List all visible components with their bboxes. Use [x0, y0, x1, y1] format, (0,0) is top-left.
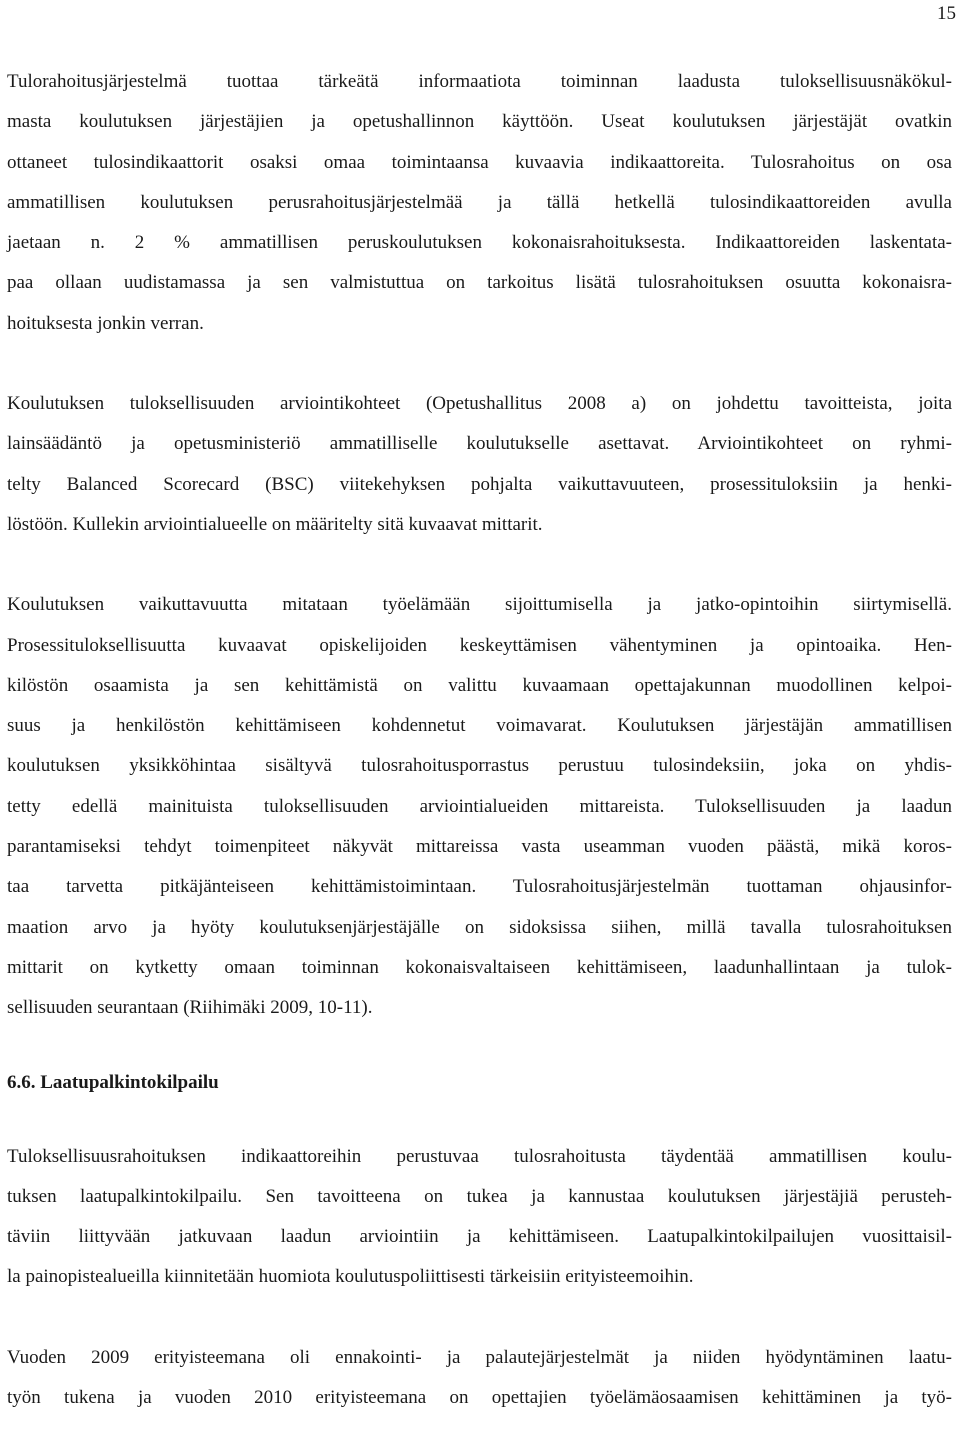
text-line: parantamiseksi tehdyt toimenpiteet näkyvät mittareissa vasta useamman vuoden päästä, mikä koros-: [7, 836, 952, 858]
paragraph-spacer: [7, 1029, 952, 1063]
paragraph-spacer: [7, 545, 952, 585]
paragraph-tulorahoitus: [7, 62, 952, 344]
text-line: työn tukena ja vuoden 2010 erityisteemana on opettajien työelämäosaamisen kehittäminen ja työ-: [7, 1387, 952, 1409]
text-line: mittarit on kytketty omaan toiminnan kokonaisvaltaiseen kehittämiseen, laadunhallintaan ja tulok-: [7, 956, 952, 978]
text-line: ottaneet tulosindikaattorit osaksi omaa toimintaansa kuvaavia indikaattoreita. Tulosrahoitus on osa: [7, 151, 952, 173]
text-line: täviin liittyvään jatkuvaan laadun arviointiin ja kehittämiseen. Laatupalkintokilpailujen vuosittaisil-: [7, 1226, 952, 1248]
document-body: [7, 62, 952, 1418]
text-line: jaetaan n. 2 % ammatillisen peruskoulutuksen kokonaisrahoituksesta. Indikaattoreiden laskentata-: [7, 232, 952, 254]
text-line: ammatillisen koulutuksen perusrahoitusjärjestelmää ja tällä hetkellä tulosindikaattoreiden avulla: [7, 191, 952, 213]
paragraph-arviointikohteet: [7, 384, 952, 545]
text-line: koulutuksen yksikköhintaa sisältyvä tulosrahoitusporrastus perustuu tulosindeksiin, joka on yhdis-: [7, 755, 952, 777]
text-line: Tuloksellisuusrahoituksen indikaattoreihin perustuvaa tulosrahoitusta täydentää ammatillisen koulu-: [7, 1145, 952, 1167]
page-number: 15: [937, 3, 956, 24]
text-line: masta koulutuksen järjestäjien ja opetushallinnon käyttöön. Useat koulutuksen järjestäjät ovatkin: [7, 111, 952, 133]
text-line: löstöön. Kullekin arviointialueelle on määritelty sitä kuvaavat mittarit.: [7, 513, 543, 535]
text-line: kilöstön osaamista ja sen kehittämistä on valittu kuvaamaan opettajakunnan muodollinen kelpoi-: [7, 674, 952, 696]
text-line: lainsäädäntö ja opetusministeriö ammatilliselle koulutukselle asettavat. Arviointikohteet on ryhmi-: [7, 433, 952, 455]
text-line: hoituksesta jonkin verran.: [7, 312, 204, 334]
text-line: Tulorahoitusjärjestelmä tuottaa tärkeätä informaatiota toiminnan laadusta tuloksellisuusnäkökul-: [7, 71, 952, 92]
text-line: sellisuuden seurantaan (Riihimäki 2009, 10-11).: [7, 997, 373, 1019]
text-line: Prosessituloksellisuutta kuvaavat opiskelijoiden keskeyttämisen vähentyminen ja opintoaika. Hen-: [7, 634, 952, 656]
paragraph-laatupalkinto: [7, 1137, 952, 1298]
paragraph-spacer: [7, 344, 952, 384]
text-line: tetty edellä mainituista tuloksellisuuden arviointialueiden mittareista. Tuloksellisuuden ja laadun: [7, 795, 952, 817]
paragraph-vaikuttavuus: [7, 585, 952, 1028]
section-heading: 6.6. Laatupalkintokilpailu: [7, 1071, 219, 1093]
paragraph-spacer: [7, 1298, 952, 1338]
text-line: tuksen laatupalkintokilpailu. Sen tavoitteena on tukea ja kannustaa koulutuksen järjestäjiä perusteh-: [7, 1185, 952, 1207]
text-line: telty Balanced Scorecard (BSC) viitekehyksen pohjalta vaikuttavuuteen, prosessituloksiin ja henki-: [7, 473, 952, 495]
text-line: la painopistealueilla kiinnitetään huomiota koulutuspoliittisesti tärkeisiin erityisteemoihin.: [7, 1266, 694, 1288]
text-line: maation arvo ja hyöty koulutuksenjärjestäjälle on sidoksissa siihen, millä tavalla tulosrahoituksen: [7, 916, 952, 938]
text-line: Koulutuksen tuloksellisuuden arviointikohteet (Opetushallitus 2008 a) on johdettu tavoitteista, joita: [7, 393, 952, 415]
paragraph-spacer: [7, 1103, 952, 1137]
text-line: paa ollaan uudistamassa ja sen valmistuttua on tarkoitus lisätä tulosrahoituksen osuutta kokonaisra-: [7, 272, 952, 294]
paragraph-erityisteemat: [7, 1338, 952, 1419]
text-line: suus ja henkilöstön kehittämiseen kohdennetut voimavarat. Koulutuksen järjestäjän ammatillisen: [7, 715, 952, 737]
text-line: Vuoden 2009 erityisteemana oli ennakointi- ja palautejärjestelmät ja niiden hyödyntäminen laatu-: [7, 1346, 952, 1368]
text-line: taa tarvetta pitkäjänteiseen kehittämistoimintaan. Tulosrahoitusjärjestelmän tuottaman ohjausinfor-: [7, 876, 952, 898]
text-line: Koulutuksen vaikuttavuutta mitataan työelämään sijoittumisella ja jatko-opintoihin siirtymisellä.: [7, 594, 952, 616]
